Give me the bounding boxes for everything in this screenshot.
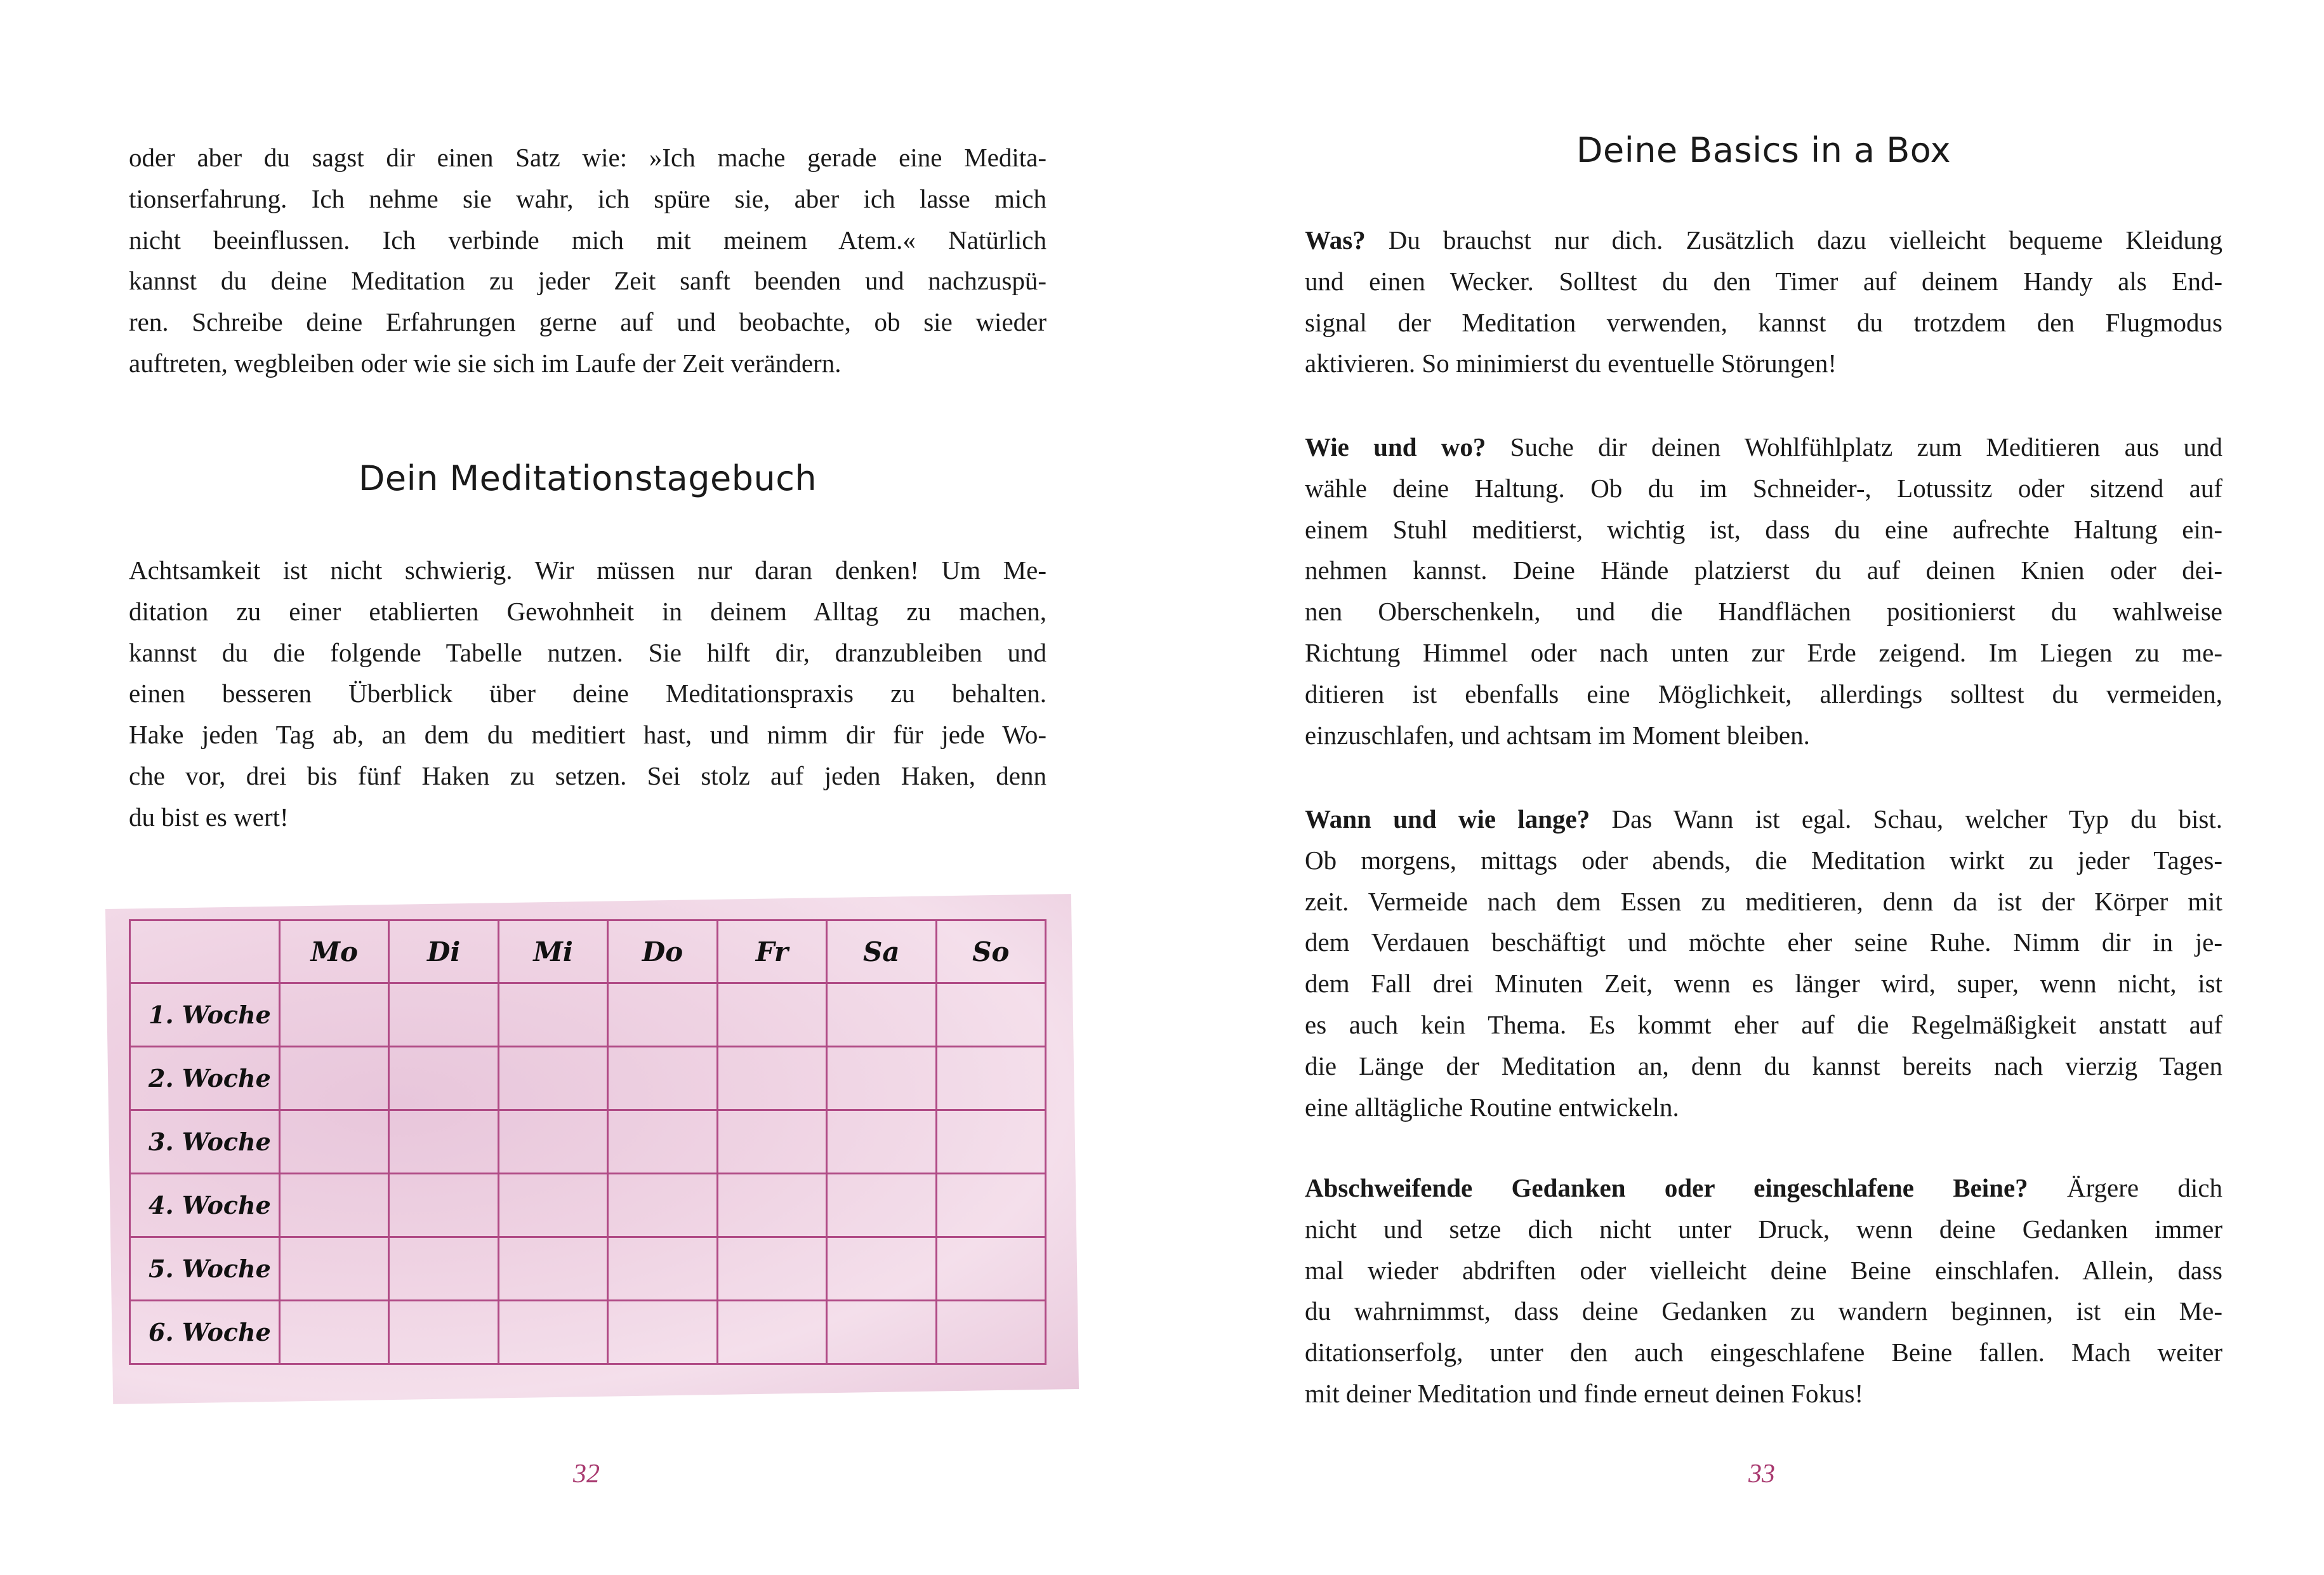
paragraph-abschweifende-gedanken [1305, 1167, 2222, 1414]
check-cell-do [608, 1110, 717, 1174]
text-line: wähle deine Haltung. Ob du im Schneider-, Lotussitz oder sitzend auf [1305, 473, 2222, 503]
check-cell-mi [498, 1047, 607, 1110]
day-header-sa: Sa [827, 920, 936, 983]
paragraph-lead: Was? [1305, 225, 1366, 255]
paragraph-text: Das Wann ist egal. Schau, welcher Typ du bist. [1590, 804, 2222, 834]
check-cell-mi [498, 1110, 607, 1174]
text-line: kannst du die folgende Tabelle nutzen. Sie hilft dir, dranzubleiben und [129, 637, 1046, 667]
paragraph-text: Ärgere dich [2028, 1173, 2222, 1202]
text-line: nicht und setze dich nicht unter Druck, wenn deine Gedanken immer [1305, 1214, 2222, 1244]
check-cell-mo [280, 1174, 389, 1237]
day-header-mi: Mi [498, 920, 607, 983]
check-cell-mo [280, 1301, 389, 1364]
check-cell-mo [280, 983, 389, 1047]
day-header-do: Do [608, 920, 717, 983]
text-line: mal wieder abdriften oder vielleicht deine Beine einschlafen. Allein, dass [1305, 1255, 2222, 1285]
text-line: ditationserfolg, unter den auch eingeschlafene Beine fallen. Mach weiter [1305, 1338, 2222, 1367]
week-label: 4. Woche [130, 1174, 280, 1237]
day-header-so: So [936, 920, 1045, 983]
text-line: nehmen kannst. Deine Hände platzierst du auf deinen Knien oder dei- [1305, 555, 2222, 585]
week-label: 3. Woche [130, 1110, 280, 1174]
check-cell-sa [827, 1047, 936, 1110]
week-label: 6. Woche [130, 1301, 280, 1364]
check-cell-fr [717, 1110, 826, 1174]
text-line [1305, 1167, 2222, 1209]
text-line: Achtsamkeit ist nicht schwierig. Wir müssen nur daran denken! Um Me- [129, 555, 1046, 585]
page-number-left: 32 [573, 1459, 600, 1489]
paragraph-lead: Wie und wo? [1305, 432, 1486, 462]
check-cell-mo [280, 1110, 389, 1174]
check-cell-mo [280, 1237, 389, 1301]
check-cell-so [936, 983, 1045, 1047]
table-row [130, 1301, 1046, 1364]
text-line: einem Stuhl meditierst, wichtig ist, dass du eine aufrechte Haltung ein- [1305, 514, 2222, 544]
text-line: nen Oberschenkeln, und die Handflächen positionierst du wahlweise [1305, 597, 2222, 627]
body-paragraph [129, 550, 1046, 838]
paragraph-wann-und-wie-lange [1305, 799, 2222, 1127]
text-line: ditieren ist ebenfalls eine Möglichkeit, allerdings solltest du vermeiden, [1305, 679, 2222, 708]
check-cell-di [389, 1237, 498, 1301]
paragraph-wie-und-wo [1305, 427, 2222, 755]
section-heading: Dein Meditationstagebuch [358, 458, 817, 498]
check-cell-fr [717, 1301, 826, 1364]
check-cell-sa [827, 1110, 936, 1174]
text-line: che vor, drei bis fünf Haken zu setzen. Sei stolz auf jeden Haken, denn [129, 761, 1046, 790]
text-line: Richtung Himmel oder nach unten zur Erde zeigend. Im Liegen zu me- [1305, 637, 2222, 667]
text-line: tionserfahrung. Ich nehme sie wahr, ich spüre sie, aber ich lasse mich [129, 183, 1046, 213]
text-line: und einen Wecker. Solltest du den Timer auf deinem Handy als End- [1305, 266, 2222, 296]
text-line: Hake jeden Tag ab, an dem du meditiert hast, und nimm dir für jede Wo- [129, 720, 1046, 750]
text-line: aktivieren. So minimierst du eventuelle Störungen! [1305, 349, 1837, 378]
check-cell-sa [827, 1174, 936, 1237]
check-cell-mo [280, 1047, 389, 1110]
check-cell-mi [498, 1174, 607, 1237]
text-line: oder aber du sagst dir einen Satz wie: »Ich mache gerade eine Medita- [129, 143, 1046, 172]
day-header-fr: Fr [717, 920, 826, 983]
check-cell-di [389, 1301, 498, 1364]
text-line: dem Fall drei Minuten Zeit, wenn es länger wird, super, wenn nicht, ist [1305, 969, 2222, 999]
check-cell-sa [827, 1301, 936, 1364]
week-label: 5. Woche [130, 1237, 280, 1301]
check-cell-so [936, 1237, 1045, 1301]
check-cell-mi [498, 1237, 607, 1301]
check-cell-mi [498, 1301, 607, 1364]
check-cell-so [936, 1110, 1045, 1174]
text-line: nicht beeinflussen. Ich verbinde mich mit meinem Atem.« Natürlich [129, 225, 1046, 255]
week-label: 2. Woche [130, 1047, 280, 1110]
check-cell-do [608, 983, 717, 1047]
text-line [1305, 220, 2222, 261]
text-line [1305, 799, 2222, 840]
table-header-row [130, 920, 1046, 983]
paragraph-was [1305, 220, 2222, 384]
check-cell-do [608, 1237, 717, 1301]
text-line: Ob morgens, mittags oder abends, die Meditation wirkt zu jeder Tages- [1305, 845, 2222, 875]
check-cell-do [608, 1174, 717, 1237]
corner-cell [130, 920, 280, 983]
page-number-right: 33 [1748, 1459, 1775, 1489]
intro-paragraph [129, 137, 1046, 384]
text-line: einzuschlafen, und achtsam im Moment bleiben. [1305, 720, 1810, 750]
check-cell-sa [827, 1237, 936, 1301]
week-label: 1. Woche [130, 983, 280, 1047]
text-line: die Länge der Meditation an, denn du kannst bereits nach vierzig Tagen [1305, 1051, 2222, 1080]
check-cell-di [389, 1174, 498, 1237]
paragraph-lead: Wann und wie lange? [1305, 804, 1590, 834]
check-cell-so [936, 1047, 1045, 1110]
text-line: eine alltägliche Routine entwickeln. [1305, 1092, 1679, 1122]
text-line: du bist es wert! [129, 802, 289, 832]
table-row [130, 983, 1046, 1047]
table-row [130, 1174, 1046, 1237]
check-cell-sa [827, 983, 936, 1047]
table-row [130, 1110, 1046, 1174]
text-line: einen besseren Überblick über deine Meditationspraxis zu behalten. [129, 679, 1046, 708]
check-cell-do [608, 1301, 717, 1364]
text-line: signal der Meditation verwenden, kannst du trotzdem den Flugmodus [1305, 307, 2222, 337]
text-line: ren. Schreibe deine Erfahrungen gerne auf und beobachte, ob sie wieder [129, 307, 1046, 337]
meditation-tracker-table [129, 919, 1046, 1365]
paragraph-lead: Abschweifende Gedanken oder eingeschlafene Beine? [1305, 1173, 2028, 1202]
check-cell-mi [498, 983, 607, 1047]
check-cell-do [608, 1047, 717, 1110]
check-cell-so [936, 1301, 1045, 1364]
check-cell-di [389, 1110, 498, 1174]
check-cell-fr [717, 1047, 826, 1110]
check-cell-di [389, 1047, 498, 1110]
check-cell-fr [717, 983, 826, 1047]
day-header-di: Di [389, 920, 498, 983]
paragraph-text: Suche dir deinen Wohlfühlplatz zum Meditieren aus und [1486, 432, 2222, 462]
check-cell-fr [717, 1174, 826, 1237]
text-line: du wahrnimmst, dass deine Gedanken zu wandern beginnen, ist ein Me- [1305, 1296, 2222, 1326]
text-line: zeit. Vermeide nach dem Essen zu meditieren, denn da ist der Körper mit [1305, 886, 2222, 916]
table-row [130, 1237, 1046, 1301]
basics-heading: Deine Basics in a Box [1576, 130, 1951, 170]
text-line: ditation zu einer etablierten Gewohnheit in deinem Alltag zu machen, [129, 596, 1046, 626]
text-line: auftreten, wegbleiben oder wie sie sich im Laufe der Zeit verändern. [129, 348, 842, 378]
check-cell-so [936, 1174, 1045, 1237]
text-line [1305, 427, 2222, 468]
text-line: kannst du deine Meditation zu jeder Zeit sanft beenden und nachzuspü- [129, 266, 1046, 296]
check-cell-di [389, 983, 498, 1047]
text-line: mit deiner Meditation und finde erneut deinen Fokus! [1305, 1378, 1864, 1408]
text-line: dem Verdauen beschäftigt und möchte eher seine Ruhe. Nimm dir in je- [1305, 927, 2222, 957]
table-row [130, 1047, 1046, 1110]
text-line: es auch kein Thema. Es kommt eher auf die Regelmäßigkeit anstatt auf [1305, 1009, 2222, 1039]
day-header-mo: Mo [280, 920, 389, 983]
paragraph-text: Du brauchst nur dich. Zusätzlich dazu vielleicht bequeme Kleidung [1365, 225, 2222, 255]
check-cell-fr [717, 1237, 826, 1301]
